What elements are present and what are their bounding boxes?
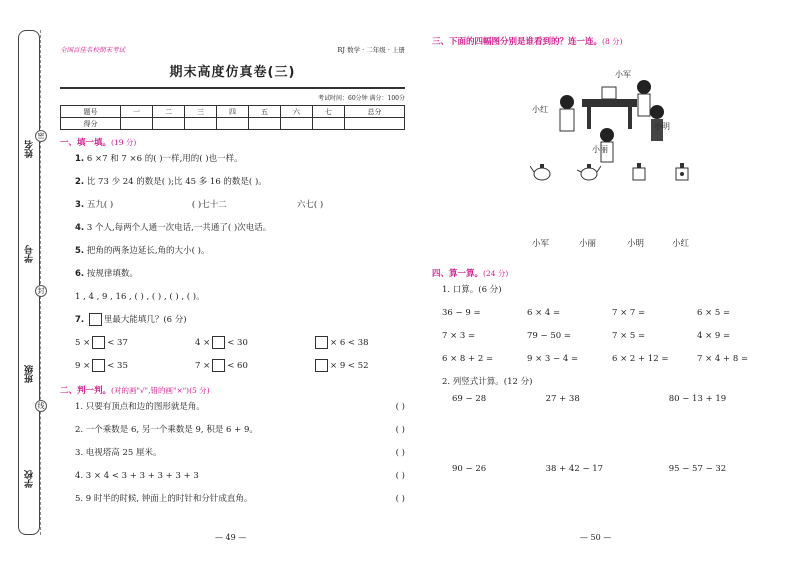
- section-4-title: [432, 267, 782, 279]
- vertical-calc-item: 95 − 57 − 32: [668, 464, 727, 474]
- q-text: 比 73 少 24 的数是( );比 45 多 16 的数是( )。: [86, 177, 267, 187]
- table-leg: [587, 107, 591, 129]
- name-label: 姓名: [25, 140, 35, 158]
- calc-item: 6 × 2 + 12 =: [612, 354, 669, 364]
- answer-box[interactable]: [92, 359, 105, 372]
- answer-box[interactable]: [212, 359, 225, 372]
- judge-answer[interactable]: ( ): [395, 471, 405, 481]
- score-header-cell: 总分: [345, 106, 405, 118]
- school-label: 学校: [25, 470, 35, 488]
- student-id-label: 学号: [25, 245, 35, 263]
- answer-box[interactable]: [212, 336, 225, 349]
- judge-q4: [75, 465, 405, 488]
- score-row-label: 得分: [61, 118, 121, 130]
- score-header-cell: 题号: [61, 106, 121, 118]
- section-points: (19 分): [111, 138, 137, 147]
- judge-text: 4. 3 × 4 < 3 + 3 + 3 + 3 + 3: [75, 471, 199, 481]
- q7-expr: 4 ×: [195, 338, 211, 348]
- calc-item: 7 × 4 + 8 =: [697, 354, 749, 364]
- brand-text: 全国百佳名校期末考试: [60, 46, 125, 54]
- calc-item: 6 × 4 =: [527, 308, 561, 318]
- judge-text: 2. 一个乘数是 6, 另一个乘数是 9, 积是 6 + 9。: [75, 425, 258, 435]
- kid-label-xiaoli: 小丽: [592, 145, 608, 154]
- kettle-view-2: [577, 160, 601, 182]
- q7-expr: 5 ×: [75, 338, 91, 348]
- cut-line: [40, 30, 41, 535]
- q7-expr: < 37: [107, 338, 128, 348]
- kid-label-xiaohong: 小红: [532, 105, 548, 114]
- score-header-cell: 二: [153, 106, 185, 118]
- kid-label-xiaojun: 小军: [615, 70, 631, 79]
- title-rule: [60, 87, 405, 89]
- exam-info: 考试时间：60分钟 满分：100分: [318, 95, 405, 102]
- q3-item: ( )七十二: [191, 200, 227, 210]
- score-cell[interactable]: [313, 118, 345, 130]
- vertical-calc-item: 80 − 13 + 19: [668, 394, 727, 404]
- page-number-left: — 49 —: [215, 533, 247, 542]
- fill-q6-sequence: [75, 286, 405, 309]
- score-cell[interactable]: [121, 118, 153, 130]
- score-header-cell: 三: [185, 106, 217, 118]
- score-cell[interactable]: [185, 118, 217, 130]
- answer-name: 小军: [532, 239, 550, 249]
- judge-text: 5. 9 时半的时候, 钟面上的时针和分针成直角。: [75, 494, 253, 504]
- kettle-view-4: [670, 160, 694, 182]
- answer-box[interactable]: [92, 336, 105, 349]
- table-top: [582, 99, 637, 107]
- score-header-cell: 七: [313, 106, 345, 118]
- seal-mark-mi: 密: [35, 130, 47, 142]
- score-cell[interactable]: [153, 118, 185, 130]
- judge-answer[interactable]: ( ): [395, 448, 405, 458]
- left-page: [60, 45, 405, 511]
- calc-row: [442, 302, 782, 325]
- exam-title: 期末高度仿真卷(三): [169, 65, 296, 80]
- score-header-cell: 一: [121, 106, 153, 118]
- q3-item: 五九( ): [86, 200, 114, 210]
- calc-item: 36 − 9 =: [442, 308, 481, 318]
- score-table: [60, 105, 405, 130]
- score-cell[interactable]: [281, 118, 313, 130]
- score-cell[interactable]: [345, 118, 405, 130]
- table-leg: [628, 107, 632, 129]
- kettle-view-1: [530, 160, 554, 182]
- judge-q2: [75, 419, 405, 442]
- answer-box[interactable]: [315, 336, 328, 349]
- vertical-calc-row-1: [452, 394, 782, 464]
- q-text: 6 ×7 和 7 ×6 的( )一样,用的( )也一样。: [86, 154, 243, 164]
- page-header: [60, 45, 405, 54]
- judge-q5: [75, 488, 405, 511]
- calc-item: 7 × 3 =: [442, 331, 476, 341]
- kid-head: [600, 128, 614, 142]
- kid-head: [637, 80, 651, 94]
- calc-item: 9 × 3 − 4 =: [527, 354, 579, 364]
- calc-item: 6 × 5 =: [697, 308, 731, 318]
- q7-expr: < 35: [107, 361, 128, 371]
- answer-box[interactable]: [315, 359, 328, 372]
- calc-row: [442, 325, 782, 348]
- judge-text: 3. 电视塔高 25 厘米。: [75, 448, 162, 458]
- vertical-calc-item: 90 − 26: [452, 464, 487, 474]
- kettle-view-3: [627, 160, 651, 182]
- score-header-cell: 四: [217, 106, 249, 118]
- q7-expr: < 30: [227, 338, 248, 348]
- section-title-text: 四、算一算。: [432, 269, 484, 279]
- judge-q1: [75, 396, 405, 419]
- viewpoint-picture: [432, 47, 782, 249]
- kid-label-xiaoming: 小明: [654, 122, 670, 131]
- vertical-calc-item: 69 − 28: [452, 394, 487, 404]
- judge-answer[interactable]: ( ): [395, 425, 405, 435]
- calc-item: 79 − 50 =: [527, 331, 571, 341]
- kettle-body: [602, 87, 616, 99]
- kid-head: [650, 105, 664, 119]
- calc-item: 6 × 8 + 2 =: [442, 354, 494, 364]
- q-text: 3 个人,每两个人通一次电话,一共通了( )次电话。: [86, 223, 272, 233]
- section-points: (24 分): [483, 269, 509, 278]
- fill-q4: 4. 3 个人,每两个人通一次电话,一共通了( )次电话。: [75, 223, 272, 233]
- answer-name: 小丽: [579, 239, 597, 249]
- fill-q1: 1. 6 ×7 和 7 ×6 的( )一样,用的( )也一样。: [75, 154, 243, 164]
- section-3-title: [432, 35, 782, 47]
- fill-q6: 6. 按规律填数。: [75, 269, 138, 279]
- q-text: 把角的两条边延长,角的大小( )。: [86, 246, 210, 256]
- vertical-calc-row-2: [452, 464, 782, 534]
- calc-sub1-title: 1. 口算。(6 分): [442, 285, 502, 295]
- section-1-title: [60, 136, 405, 148]
- vertical-calc-item: 38 + 42 − 17: [545, 464, 604, 474]
- kid-head: [560, 95, 574, 109]
- calc-item: 7 × 7 =: [612, 308, 646, 318]
- vertical-calc-item: 27 + 38: [545, 394, 580, 404]
- score-header-cell: 六: [281, 106, 313, 118]
- judge-text: 1. 只要有顶点和边的图形就是角。: [75, 402, 205, 412]
- section-points: (对的画"√",错的画"×")(5 分): [111, 386, 210, 395]
- section-title-text: 一、填一填。: [60, 138, 112, 148]
- seal-mark-feng: 封: [35, 285, 47, 297]
- answer-box: [89, 313, 102, 326]
- q7-row-1: [75, 332, 405, 355]
- q7-expr: 7 ×: [195, 361, 211, 371]
- answer-name: 小明: [627, 239, 645, 249]
- q-text: 1 , 4 , 9 , 16 , ( ) , ( ) , ( ) , ( )。: [75, 292, 205, 302]
- q7-expr: × 9 < 52: [330, 361, 369, 371]
- answer-name: 小红: [672, 239, 690, 249]
- score-header-cell: 五: [249, 106, 281, 118]
- edition-text: RJ 数学 · 二年级 · 上册: [337, 46, 405, 54]
- q3-item: 六七( ): [296, 200, 324, 210]
- calc-item: 4 × 9 =: [697, 331, 731, 341]
- fill-q3: 3. 五九( ) ( )七十二 六七( ): [75, 194, 405, 217]
- section-points: (8 分): [602, 37, 623, 46]
- score-cell[interactable]: [249, 118, 281, 130]
- q-text: 按规律填数。: [86, 269, 138, 279]
- q7-expr: × 6 < 38: [330, 338, 369, 348]
- right-page: [432, 35, 782, 534]
- section-2-title: [60, 384, 405, 396]
- binding-frame: [18, 30, 40, 535]
- score-cell[interactable]: [217, 118, 249, 130]
- q7-row-2: [75, 355, 405, 378]
- judge-answer[interactable]: ( ): [395, 402, 405, 412]
- mental-math-grid: [442, 302, 782, 371]
- fill-q2: 2. 比 73 少 24 的数是( );比 45 多 16 的数是( )。: [75, 177, 267, 187]
- judge-q3: [75, 442, 405, 465]
- fill-q5: 5. 把角的两条边延长,角的大小( )。: [75, 246, 210, 256]
- page-number-right: — 50 —: [580, 533, 612, 542]
- q7-expr: 9 ×: [75, 361, 91, 371]
- calc-row: [442, 348, 782, 371]
- q7-expr: < 60: [227, 361, 248, 371]
- kid-body: [560, 109, 574, 131]
- judge-answer[interactable]: ( ): [395, 494, 405, 504]
- class-label: 班级: [25, 365, 35, 383]
- q-text: 里最大能填几？(6 分): [103, 315, 187, 325]
- fill-q7: 7. 里最大能填几？(6 分): [75, 315, 187, 325]
- calc-sub2-title: 2. 列竖式计算。(12 分): [442, 377, 533, 387]
- section-title-text: 三、下面的四幅图分别是谁看到的？连一连。: [432, 37, 603, 47]
- seal-mark-xian: 线: [35, 400, 47, 412]
- calc-item: 7 × 5 =: [612, 331, 646, 341]
- section-title-text: 二、判一判。: [60, 386, 112, 396]
- kid-body: [638, 94, 650, 116]
